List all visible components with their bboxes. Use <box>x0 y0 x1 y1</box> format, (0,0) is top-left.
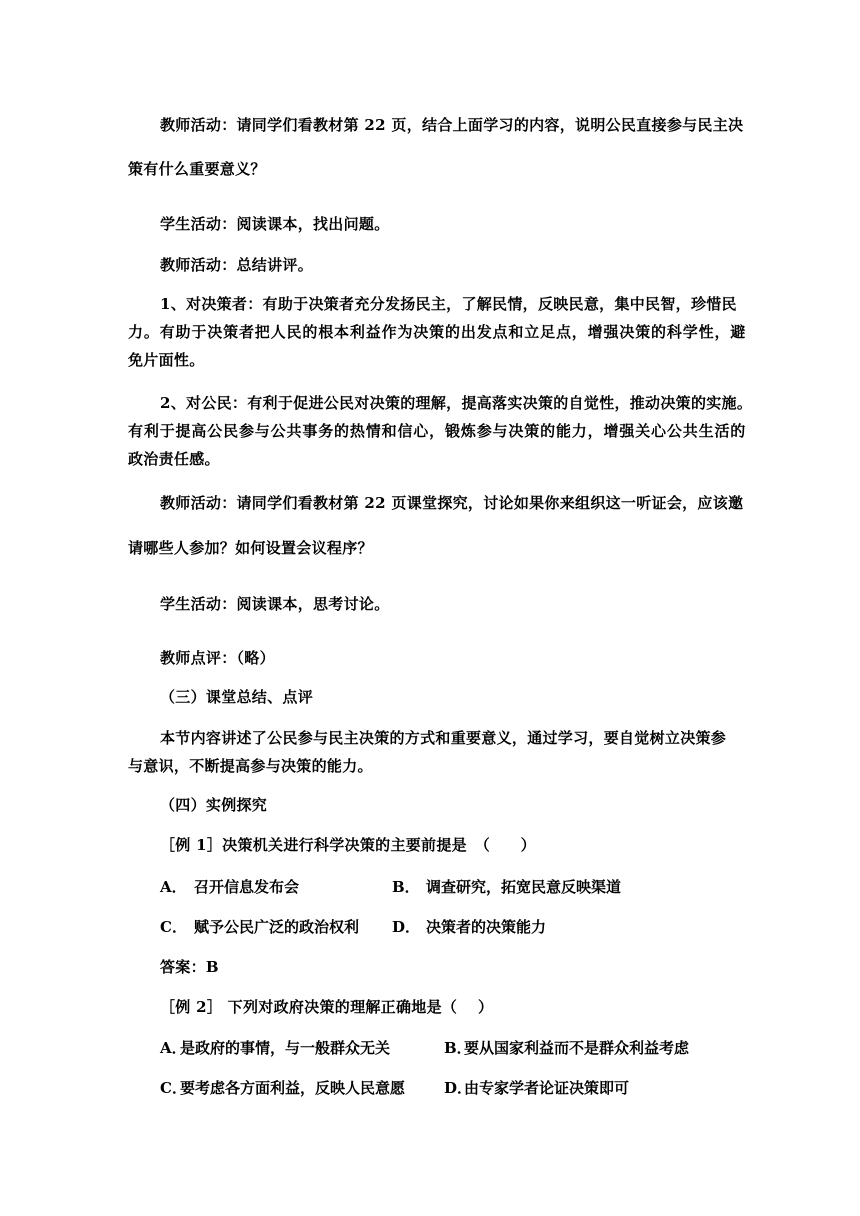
option-text: 要考虑各方面利益，反映人民意愿 <box>180 1079 406 1097</box>
paragraph-teacher-summary: 教师活动：总结讲评。 <box>160 256 314 274</box>
paragraph-teacher-comment: 教师点评：（略） <box>160 649 275 667</box>
paragraph-teacher-activity-2: 教师活动：请同学们看教材第 22 页课堂探究，讨论如果你来组织这一听证会，应该邀 <box>160 494 744 512</box>
option-letter: D． <box>444 1079 473 1097</box>
paragraph-summary: 本节内容讲述了公民参与民主决策的方式和重要意义，通过学习，要自觉树立决策参 <box>160 729 727 747</box>
paragraph-student-activity-2: 学生活动：阅读课本，思考讨论。 <box>160 595 390 613</box>
example-1-option-a <box>160 880 299 895</box>
paragraph-student-activity-1: 学生活动：阅读课本，找出问题。 <box>160 215 390 233</box>
option-letter: C． <box>160 918 187 936</box>
point-decision-makers-cont-1: 力。有助于决策者把人民的根本利益作为决策的出发点和立足点，增强决策的科学性，避 <box>128 323 747 341</box>
example-1-question: ［例 1］决策机关进行科学决策的主要前提是 （ ） <box>160 836 536 854</box>
example-1-option-c <box>160 920 359 935</box>
option-text: 召开信息发布会 <box>194 878 300 896</box>
paragraph-teacher-activity-1: 教师活动：请同学们看教材第 22 页，结合上面学习的内容，说明公民直接参与民主决 <box>160 116 744 134</box>
point-citizens-cont-2: 政治责任感。 <box>128 450 220 468</box>
example-2-option-b <box>444 1041 689 1056</box>
option-letter: C． <box>160 1079 187 1097</box>
option-letter: A． <box>160 1039 187 1057</box>
option-text: 决策者的决策能力 <box>426 918 547 936</box>
point-citizens: 2、对公民：有利于促进公民对决策的理解，提高落实决策的自觉性，推动决策的实施。 <box>160 394 753 412</box>
option-letter: B． <box>444 1039 472 1057</box>
example-1-answer: 答案：B <box>160 958 219 976</box>
example-1-option-b <box>392 880 621 895</box>
option-letter: A． <box>160 878 187 896</box>
option-text: 要从国家利益而不是群众利益考虑 <box>464 1039 690 1057</box>
point-decision-makers-cont-2: 免片面性。 <box>128 351 205 369</box>
option-letter: B． <box>392 878 420 896</box>
point-decision-makers: 1、对决策者：有助于决策者充分发扬民主，了解民情，反映民意，集中民智，珍惜民 <box>160 295 737 313</box>
point-citizens-cont-1: 有利于提高公民参与公共事务的热情和信心，锻炼参与决策的能力，增强关心公共生活的 <box>128 422 747 440</box>
paragraph-teacher-activity-1-cont: 策有什么重要意义？ <box>128 160 266 178</box>
option-letter: D． <box>392 918 421 936</box>
option-text: 是政府的事情，与一般群众无关 <box>180 1039 391 1057</box>
example-1-option-d <box>392 920 546 935</box>
option-text: 由专家学者论证决策即可 <box>464 1079 630 1097</box>
example-2-option-a <box>160 1041 390 1056</box>
paragraph-summary-cont: 与意识，不断提高参与决策的能力。 <box>128 757 373 775</box>
example-2-option-c <box>160 1081 405 1096</box>
example-2-question: ［例 2］ 下列对政府决策的理解正确地是（ ） <box>160 998 494 1016</box>
section-heading-summary: （三）课堂总结、点评 <box>160 688 314 706</box>
section-heading-examples: （四）实例探究 <box>160 796 268 814</box>
example-2-option-d <box>444 1081 629 1096</box>
paragraph-teacher-activity-2-cont: 请哪些人参加？如何设置会议程序？ <box>128 539 373 557</box>
option-text: 调查研究，拓宽民意反映渠道 <box>426 878 622 896</box>
option-text: 赋予公民广泛的政治权利 <box>194 918 360 936</box>
